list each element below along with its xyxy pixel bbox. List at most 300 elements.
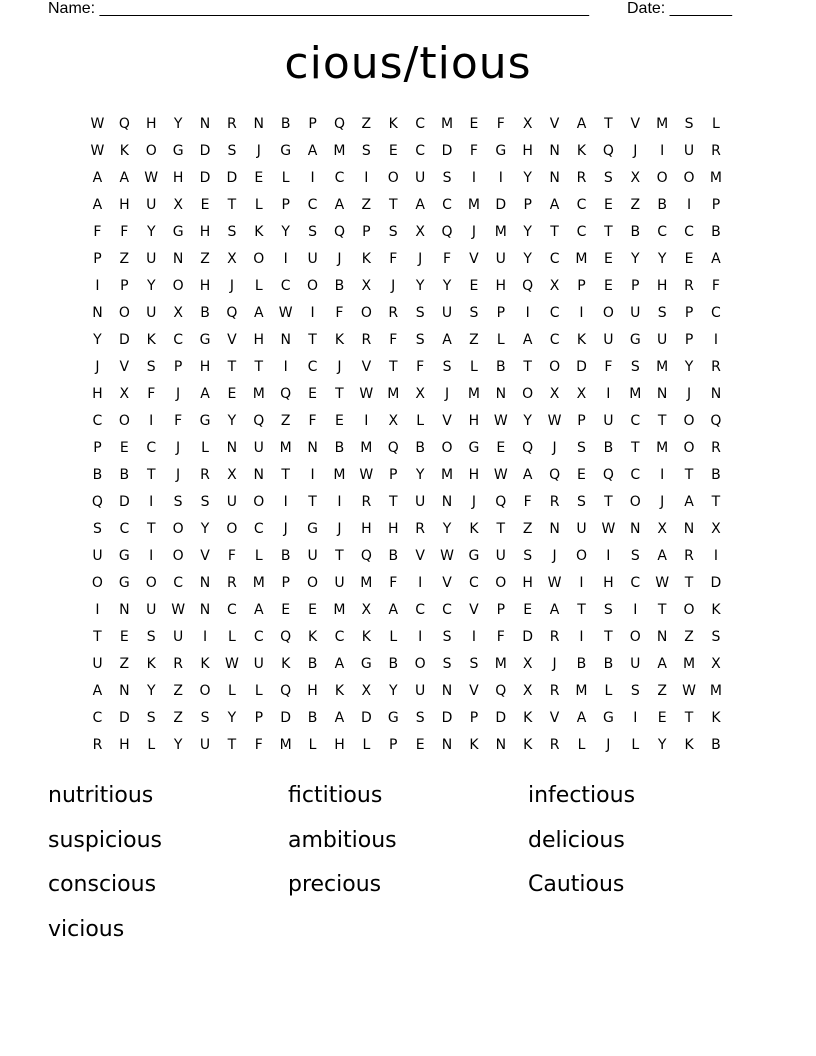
grid-letter: M (494, 224, 507, 240)
grid-letter: P (308, 116, 317, 132)
grid-letter: Z (522, 521, 533, 537)
grid-letter: V (549, 116, 560, 132)
grid-letter: U (92, 548, 103, 564)
grid-letter: W (601, 521, 616, 537)
grid-letter: T (604, 116, 613, 132)
grid-letter: Z (469, 332, 479, 348)
grid-letter: R (227, 575, 237, 591)
grid-letter: G (172, 224, 184, 240)
grid-letter: I (660, 143, 665, 159)
grid-letter: J (95, 359, 100, 375)
grid-letter: I (713, 332, 718, 348)
grid-letter: N (119, 683, 130, 699)
grid-letter: P (496, 602, 506, 618)
grid-letter: H (199, 224, 211, 240)
grid-letter: A (307, 143, 318, 159)
grid-letter: C (227, 602, 237, 618)
grid-letter: X (388, 413, 399, 429)
grid-letter: U (146, 251, 157, 267)
word-list-item: infectious (528, 783, 636, 808)
word-list-item: vicious (48, 916, 125, 942)
grid-letter: C (630, 413, 641, 429)
grid-letter: C (630, 575, 641, 591)
grid-letter: J (552, 440, 557, 456)
grid-letter: C (442, 197, 452, 213)
grid-letter: Y (442, 521, 452, 537)
grid-letter: Q (226, 305, 238, 321)
grid-letter: A (334, 710, 345, 726)
grid-letter: I (633, 710, 638, 726)
grid-letter: Y (523, 413, 532, 429)
grid-letter: T (604, 224, 613, 240)
grid-letter: K (254, 224, 264, 240)
grid-letter: F (308, 413, 317, 429)
grid-letter: V (442, 575, 452, 591)
grid-letter: W (493, 413, 508, 429)
grid-letter: N (710, 386, 722, 402)
grid-letter: X (657, 521, 667, 537)
grid-letter: I (364, 413, 369, 429)
grid-letter: O (253, 494, 265, 510)
page-title: cious/tious (284, 38, 532, 89)
grid-letter: O (360, 305, 372, 321)
grid-letter: A (334, 656, 345, 672)
grid-letter: G (602, 710, 614, 726)
word-list-item: ambitious (288, 827, 397, 853)
grid-letter: I (606, 386, 611, 402)
grid-letter: Q (253, 413, 265, 429)
grid-letter: P (631, 278, 640, 294)
grid-letter: Q (495, 683, 507, 699)
grid-letter: W (493, 467, 508, 483)
grid-letter: Q (710, 413, 722, 429)
grid-letter: T (550, 224, 559, 240)
grid-letter: Z (280, 413, 291, 429)
grid-letter: X (227, 467, 237, 483)
grid-letter: T (146, 467, 156, 483)
grid-letter: G (280, 143, 292, 159)
grid-letter: Z (200, 251, 210, 267)
grid-letter: D (522, 629, 534, 645)
grid-letter: Y (93, 332, 102, 348)
grid-letter: B (307, 710, 318, 726)
word-list-item: delicious (528, 827, 625, 853)
grid-letter: Y (657, 251, 667, 267)
grid-letter: B (630, 224, 641, 240)
grid-letter: B (280, 116, 291, 132)
grid-letter: S (227, 224, 237, 240)
grid-letter: L (254, 683, 263, 699)
grid-letter: O (387, 170, 399, 186)
grid-letter: J (176, 467, 181, 483)
grid-letter: M (494, 656, 507, 672)
grid-letter: Z (684, 629, 694, 645)
grid-letter: R (549, 737, 560, 753)
grid-letter: L (254, 548, 263, 564)
grid-letter: L (577, 737, 586, 753)
grid-letter: O (307, 278, 319, 294)
grid-letter: H (361, 521, 372, 537)
grid-letter: E (119, 629, 129, 645)
grid-letter: Q (602, 143, 614, 159)
grid-letter: A (200, 386, 210, 402)
grid-letter: G (629, 332, 641, 348)
grid-letter: S (657, 305, 667, 321)
grid-letter: I (525, 305, 530, 321)
grid-letter: R (227, 116, 237, 132)
grid-letter: B (280, 548, 291, 564)
grid-letter: W (440, 548, 454, 564)
grid-letter: G (172, 143, 184, 159)
grid-letter: C (253, 629, 264, 645)
grid-letter: M (387, 386, 400, 402)
grid-letter: C (415, 602, 426, 618)
grid-letter: F (120, 224, 129, 240)
grid-letter: H (468, 467, 480, 483)
word-list (48, 778, 768, 956)
grid-letter: D (199, 143, 211, 159)
grid-letter: A (549, 602, 560, 618)
grid-letter: K (334, 332, 345, 348)
grid-letter: H (387, 521, 399, 537)
grid-letter: N (226, 440, 238, 456)
grid-letter: L (470, 359, 478, 375)
grid-letter: A (334, 197, 345, 213)
grid-letter: X (415, 224, 425, 240)
grid-letter: C (92, 413, 103, 429)
grid-letter: O (145, 143, 157, 159)
grid-letter: S (577, 440, 586, 456)
grid-letter: H (172, 170, 184, 186)
grid-letter: Y (388, 683, 398, 699)
grid-letter: O (414, 656, 426, 672)
grid-letter: C (684, 224, 694, 240)
grid-letter: S (442, 359, 452, 375)
grid-letter: Y (146, 224, 156, 240)
grid-letter: E (254, 170, 264, 186)
grid-letter: U (441, 305, 453, 321)
grid-letter: Y (173, 116, 183, 132)
grid-letter: J (552, 548, 557, 564)
grid-letter: G (199, 332, 211, 348)
grid-letter: W (171, 602, 186, 618)
grid-letter: M (440, 116, 454, 132)
grid-letter: I (633, 602, 638, 618)
grid-letter: S (442, 656, 452, 672)
grid-letter: T (227, 359, 237, 375)
grid-letter: M (629, 386, 642, 402)
grid-letter: J (391, 278, 396, 294)
grid-letter: K (281, 656, 291, 672)
grid-letter: Y (227, 413, 237, 429)
grid-letter: M (656, 440, 669, 456)
grid-letter: E (657, 710, 667, 726)
grid-letter: S (146, 359, 156, 375)
grid-letter: N (683, 521, 695, 537)
grid-letter: X (119, 386, 130, 402)
grid-letter: O (91, 575, 103, 591)
grid-letter: J (660, 494, 665, 510)
grid-letter: U (630, 305, 641, 321)
grid-letter: J (256, 143, 261, 159)
grid-letter: L (281, 170, 290, 186)
grid-letter: D (226, 170, 238, 186)
grid-letter: S (146, 629, 156, 645)
grid-letter: U (415, 683, 426, 699)
grid-letter: T (684, 710, 694, 726)
grid-letter: T (335, 548, 344, 564)
grid-letter: Q (333, 116, 345, 132)
grid-letter: F (389, 251, 398, 267)
grid-letter: P (254, 710, 264, 726)
grid-letter: L (254, 278, 263, 294)
grid-letter: N (441, 737, 453, 753)
grid-letter: K (334, 683, 345, 699)
grid-letter: O (118, 305, 130, 321)
grid-letter: O (253, 251, 265, 267)
grid-letter: R (415, 521, 425, 537)
grid-letter: T (93, 629, 102, 645)
grid-letter: O (602, 305, 614, 321)
grid-letter: V (200, 548, 210, 564)
grid-letter: B (711, 224, 721, 240)
grid-letter: R (684, 548, 694, 564)
grid-letter: A (254, 305, 264, 321)
grid-letter: K (119, 143, 129, 159)
grid-letter: E (603, 197, 613, 213)
grid-letter: E (577, 467, 586, 483)
grid-letter: C (173, 332, 183, 348)
grid-letter: E (684, 251, 694, 267)
grid-letter: Z (119, 251, 130, 267)
grid-letter: C (630, 467, 641, 483)
grid-letter: V (469, 602, 479, 618)
grid-letter: E (281, 602, 291, 618)
grid-letter: K (361, 251, 371, 267)
grid-letter: T (254, 359, 264, 375)
grid-letter: Z (657, 683, 667, 699)
grid-letter: N (441, 494, 453, 510)
grid-letter: G (118, 575, 130, 591)
grid-letter: L (254, 197, 263, 213)
grid-letter: F (227, 548, 236, 564)
grid-letter: N (199, 602, 211, 618)
grid-letter: P (469, 710, 479, 726)
grid-letter: V (361, 359, 372, 375)
grid-letter: X (361, 278, 372, 294)
grid-letter: A (119, 170, 130, 186)
grid-letter: U (226, 494, 238, 510)
grid-letter: O (549, 359, 561, 375)
grid-letter: B (334, 440, 345, 456)
grid-letter: G (199, 413, 211, 429)
grid-letter: T (308, 332, 317, 348)
grid-letter: C (253, 521, 264, 537)
grid-letter: Y (630, 251, 640, 267)
grid-letter: T (388, 359, 398, 375)
grid-letter: U (307, 548, 318, 564)
grid-letter: Q (387, 440, 399, 456)
grid-letter: M (333, 467, 346, 483)
grid-letter: O (629, 494, 641, 510)
date-field-label: Date: _______ (627, 0, 732, 17)
grid-letter: F (93, 224, 102, 240)
grid-letter: P (711, 197, 721, 213)
grid-letter: J (471, 494, 476, 510)
grid-letter: N (549, 521, 560, 537)
grid-letter: M (440, 467, 454, 483)
grid-letter: N (199, 575, 211, 591)
grid-letter: T (604, 629, 613, 645)
grid-letter: O (118, 413, 130, 429)
grid-letter: W (547, 413, 562, 429)
grid-letter: N (253, 467, 265, 483)
grid-letter: J (283, 521, 288, 537)
grid-letter: P (93, 251, 102, 267)
grid-letter: R (549, 683, 560, 699)
grid-letter: U (146, 305, 157, 321)
grid-letter: B (92, 467, 103, 483)
grid-letter: I (95, 602, 100, 618)
grid-letter: T (711, 494, 721, 510)
grid-letter: N (495, 386, 507, 402)
grid-letter: W (359, 386, 374, 402)
grid-letter: J (337, 521, 342, 537)
grid-letter: D (495, 197, 507, 213)
grid-letter: Q (280, 386, 292, 402)
grid-letter: L (631, 737, 640, 753)
grid-letter: S (711, 629, 721, 645)
grid-letter: M (360, 440, 373, 456)
grid-letter: X (711, 521, 721, 537)
grid-letter: P (281, 197, 290, 213)
grid-letter: G (468, 548, 480, 564)
grid-letter: B (415, 440, 425, 456)
grid-letter: O (683, 440, 695, 456)
grid-letter: V (549, 710, 560, 726)
grid-letter: J (552, 656, 557, 672)
grid-letter: L (604, 683, 613, 699)
grid-letter: M (709, 683, 722, 699)
grid-letter: T (388, 197, 398, 213)
grid-letter: U (415, 494, 426, 510)
grid-letter: G (495, 143, 507, 159)
grid-letter: A (657, 548, 667, 564)
grid-letter: P (577, 278, 586, 294)
grid-letter: V (630, 116, 641, 132)
grid-letter: I (579, 305, 584, 321)
grid-letter: M (252, 386, 265, 402)
grid-letter: J (229, 278, 234, 294)
grid-letter: B (603, 440, 614, 456)
grid-letter: Y (415, 278, 425, 294)
grid-letter: X (549, 386, 560, 402)
grid-letter: F (523, 494, 532, 510)
grid-letter: R (711, 440, 721, 456)
grid-letter: Z (119, 656, 130, 672)
grid-letter: S (603, 170, 613, 186)
grid-letter: B (576, 656, 587, 672)
grid-letter: X (711, 656, 721, 672)
grid-letter: L (416, 413, 425, 429)
grid-letter: F (711, 278, 720, 294)
grid-letter: I (364, 170, 369, 186)
grid-letter: N (253, 116, 265, 132)
grid-letter: Y (415, 467, 425, 483)
grid-letter: R (361, 332, 372, 348)
grid-letter: M (656, 116, 669, 132)
grid-letter: P (389, 467, 398, 483)
grid-letter: S (684, 116, 694, 132)
word-list-item: suspicious (48, 827, 163, 853)
grid-letter: M (333, 143, 346, 159)
grid-letter: W (655, 575, 670, 591)
grid-letter: B (657, 197, 667, 213)
grid-letter: C (576, 224, 587, 240)
grid-letter: I (149, 413, 154, 429)
grid-letter: O (172, 278, 184, 294)
grid-letter: P (523, 197, 532, 213)
grid-letter: T (684, 575, 694, 591)
grid-letter: X (227, 251, 237, 267)
grid-letter: E (469, 116, 479, 132)
grid-letter: D (118, 332, 130, 348)
grid-letter: I (283, 359, 288, 375)
grid-letter: V (415, 548, 425, 564)
grid-letter: X (576, 386, 587, 402)
grid-letter: C (173, 575, 183, 591)
grid-letter: A (684, 494, 694, 510)
grid-letter: T (577, 602, 586, 618)
grid-letter: M (682, 656, 696, 672)
grid-letter: Y (442, 278, 452, 294)
grid-letter: I (337, 494, 342, 510)
grid-letter: K (307, 629, 318, 645)
grid-letter: S (442, 170, 452, 186)
grid-letter: N (280, 332, 291, 348)
grid-letter: S (227, 143, 237, 159)
grid-letter: K (523, 737, 533, 753)
grid-letter: J (176, 440, 181, 456)
grid-letter: V (469, 683, 479, 699)
grid-letter: U (172, 629, 184, 645)
grid-letter: H (145, 116, 157, 132)
grid-letter: Y (227, 710, 237, 726)
grid-letter: L (496, 332, 505, 348)
grid-letter: C (549, 251, 560, 267)
grid-letter: E (119, 440, 129, 456)
grid-letter: O (683, 170, 695, 186)
grid-letter: Q (549, 467, 561, 483)
grid-letter: U (630, 656, 641, 672)
grid-letter: L (362, 737, 371, 753)
grid-letter: I (579, 575, 584, 591)
grid-letter: A (711, 251, 721, 267)
grid-letter: J (686, 386, 692, 402)
grid-letter: S (630, 359, 640, 375)
grid-letter: I (579, 629, 584, 645)
grid-letter: V (119, 359, 130, 375)
grid-letter: U (253, 440, 264, 456)
grid-letter: X (361, 602, 372, 618)
grid-letter: N (549, 170, 560, 186)
grid-letter: T (657, 413, 667, 429)
grid-letter: N (441, 683, 453, 699)
grid-letter: H (199, 359, 211, 375)
grid-letter: P (684, 332, 694, 348)
grid-letter: M (575, 251, 588, 267)
grid-letter: K (523, 710, 533, 726)
